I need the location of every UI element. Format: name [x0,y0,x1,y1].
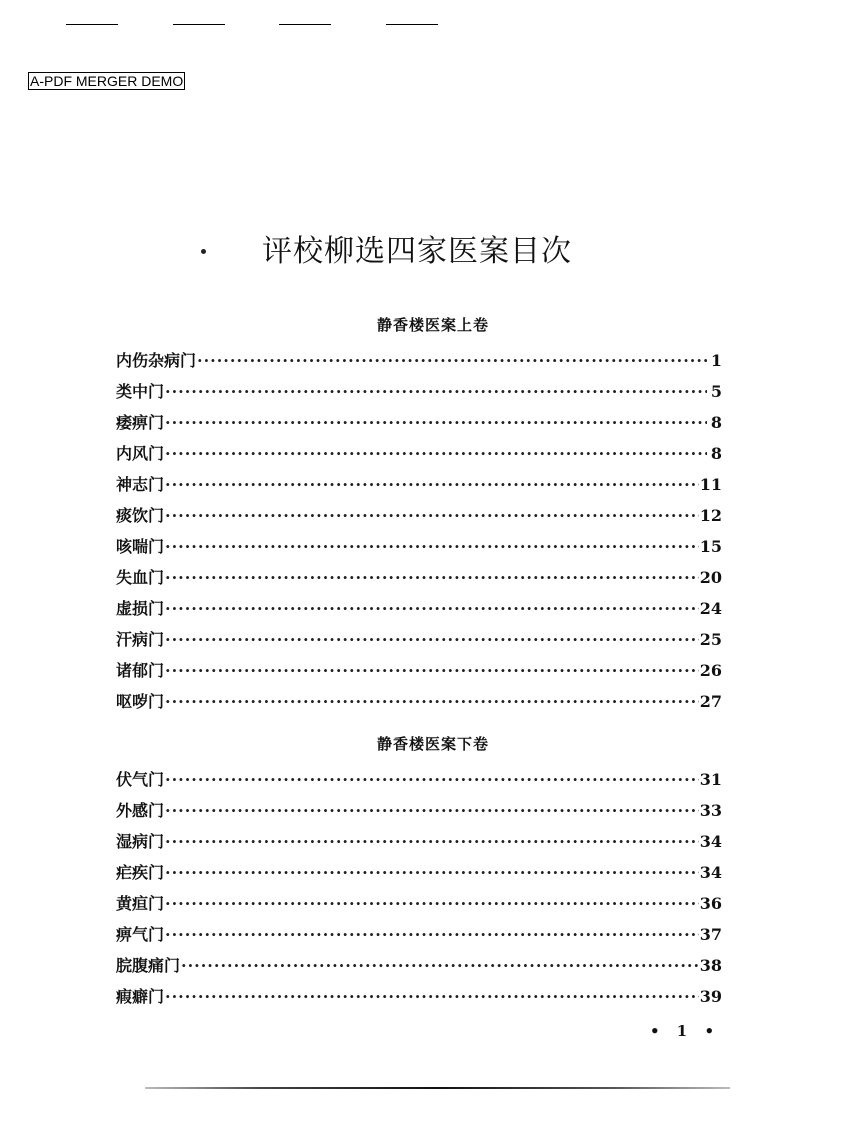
toc-entry-label: 伏气门 [116,770,165,789]
header-rule-1 [66,24,118,25]
toc-entry-page: 27 [699,692,722,711]
toc-entry-page: 31 [699,770,722,789]
toc-entry-label: 咳喘门 [116,537,165,556]
toc-entry-page: 20 [699,568,722,587]
toc-entry-page: 26 [699,661,722,680]
toc-entry-label: 汗病门 [116,630,165,649]
toc-entry[interactable] [116,655,722,686]
dot-leader [165,795,699,826]
dot-leader [181,950,699,981]
toc-entry[interactable] [116,950,722,981]
toc-entry[interactable] [116,376,722,407]
toc-entry-label: 诸郁门 [116,661,165,680]
toc-entry-label: 瘕癖门 [116,987,165,1006]
watermark-label: A-PDF MERGER DEMO [30,73,184,89]
toc-entry[interactable] [116,795,722,826]
toc-entry-label: 疟疾门 [116,863,165,882]
toc-entry[interactable] [116,345,722,376]
toc-entry-page: 12 [699,506,722,525]
volume1-heading: 静香楼医案上卷 [376,316,489,334]
toc-entry[interactable] [116,981,722,1012]
toc-entry-page: 15 [699,537,722,556]
toc-entry-label: 黄疸门 [116,894,165,913]
toc-entry[interactable] [116,562,722,593]
toc-entry-page: 5 [710,382,722,401]
dot-leader [165,500,699,531]
volume1-toc [116,345,722,717]
title-bullet [201,249,206,254]
toc-entry-label: 内风门 [116,444,165,463]
toc-entry[interactable] [116,593,722,624]
dot-leader [165,686,699,717]
toc-entry-label: 痰饮门 [116,506,165,525]
dot-leader [165,624,699,655]
toc-entry-label: 呕哕门 [116,692,165,711]
dot-leader [165,407,707,438]
dot-leader [165,562,699,593]
toc-entry[interactable] [116,407,722,438]
dot-leader [165,764,699,795]
dot-leader [165,888,699,919]
toc-entry[interactable] [116,531,722,562]
dot-leader [165,531,699,562]
volume2-heading: 静香楼医案下卷 [376,735,489,753]
volume2-toc [116,764,722,1012]
toc-entry[interactable] [116,469,722,500]
toc-entry-page: 25 [699,630,722,649]
toc-entry-label: 湿病门 [116,832,165,851]
toc-entry-page: 33 [699,801,722,820]
footer-rule [145,1087,730,1089]
dot-leader [165,376,707,407]
toc-entry-page: 39 [699,987,722,1006]
toc-entry-label: 神志门 [116,475,165,494]
toc-entry-label: 外感门 [116,801,165,820]
toc-entry[interactable] [116,857,722,888]
toc-entry-page: 34 [699,832,722,851]
toc-entry[interactable] [116,919,722,950]
dot-leader [165,826,699,857]
toc-entry-page: 37 [699,925,722,944]
toc-entry-page: 36 [699,894,722,913]
header-rule-3 [279,24,331,25]
header-rule-4 [386,24,438,25]
toc-entry-page: 8 [710,413,722,432]
toc-entry-page: 24 [699,599,722,618]
toc-entry-label: 类中门 [116,382,165,401]
toc-entry[interactable] [116,438,722,469]
toc-entry-label: 虚损门 [116,599,165,618]
toc-entry[interactable] [116,500,722,531]
dot-leader [165,919,699,950]
dot-leader [165,981,699,1012]
dot-leader [165,857,699,888]
page-title: 评校柳选四家医案目次 [262,234,572,269]
dot-leader [197,345,707,376]
dot-leader [165,438,707,469]
toc-entry-label: 失血门 [116,568,165,587]
toc-entry-page: 8 [710,444,722,463]
dot-leader [165,593,699,624]
toc-entry-page: 1 [710,351,722,370]
toc-entry-label: 痿痹门 [116,413,165,432]
dot-leader [165,469,699,500]
toc-entry-page: 38 [699,956,722,975]
toc-entry-label: 脘腹痛门 [116,956,181,975]
toc-entry[interactable] [116,686,722,717]
toc-entry[interactable] [116,624,722,655]
toc-entry-page: 11 [699,475,722,494]
toc-entry[interactable] [116,764,722,795]
toc-entry-label: 内伤杂病门 [116,351,197,370]
page-number: • 1 • [650,1022,721,1040]
header-rule-2 [173,24,225,25]
toc-entry-label: 痹气门 [116,925,165,944]
toc-entry-page: 34 [699,863,722,882]
toc-entry[interactable] [116,888,722,919]
dot-leader [165,655,699,686]
toc-entry[interactable] [116,826,722,857]
